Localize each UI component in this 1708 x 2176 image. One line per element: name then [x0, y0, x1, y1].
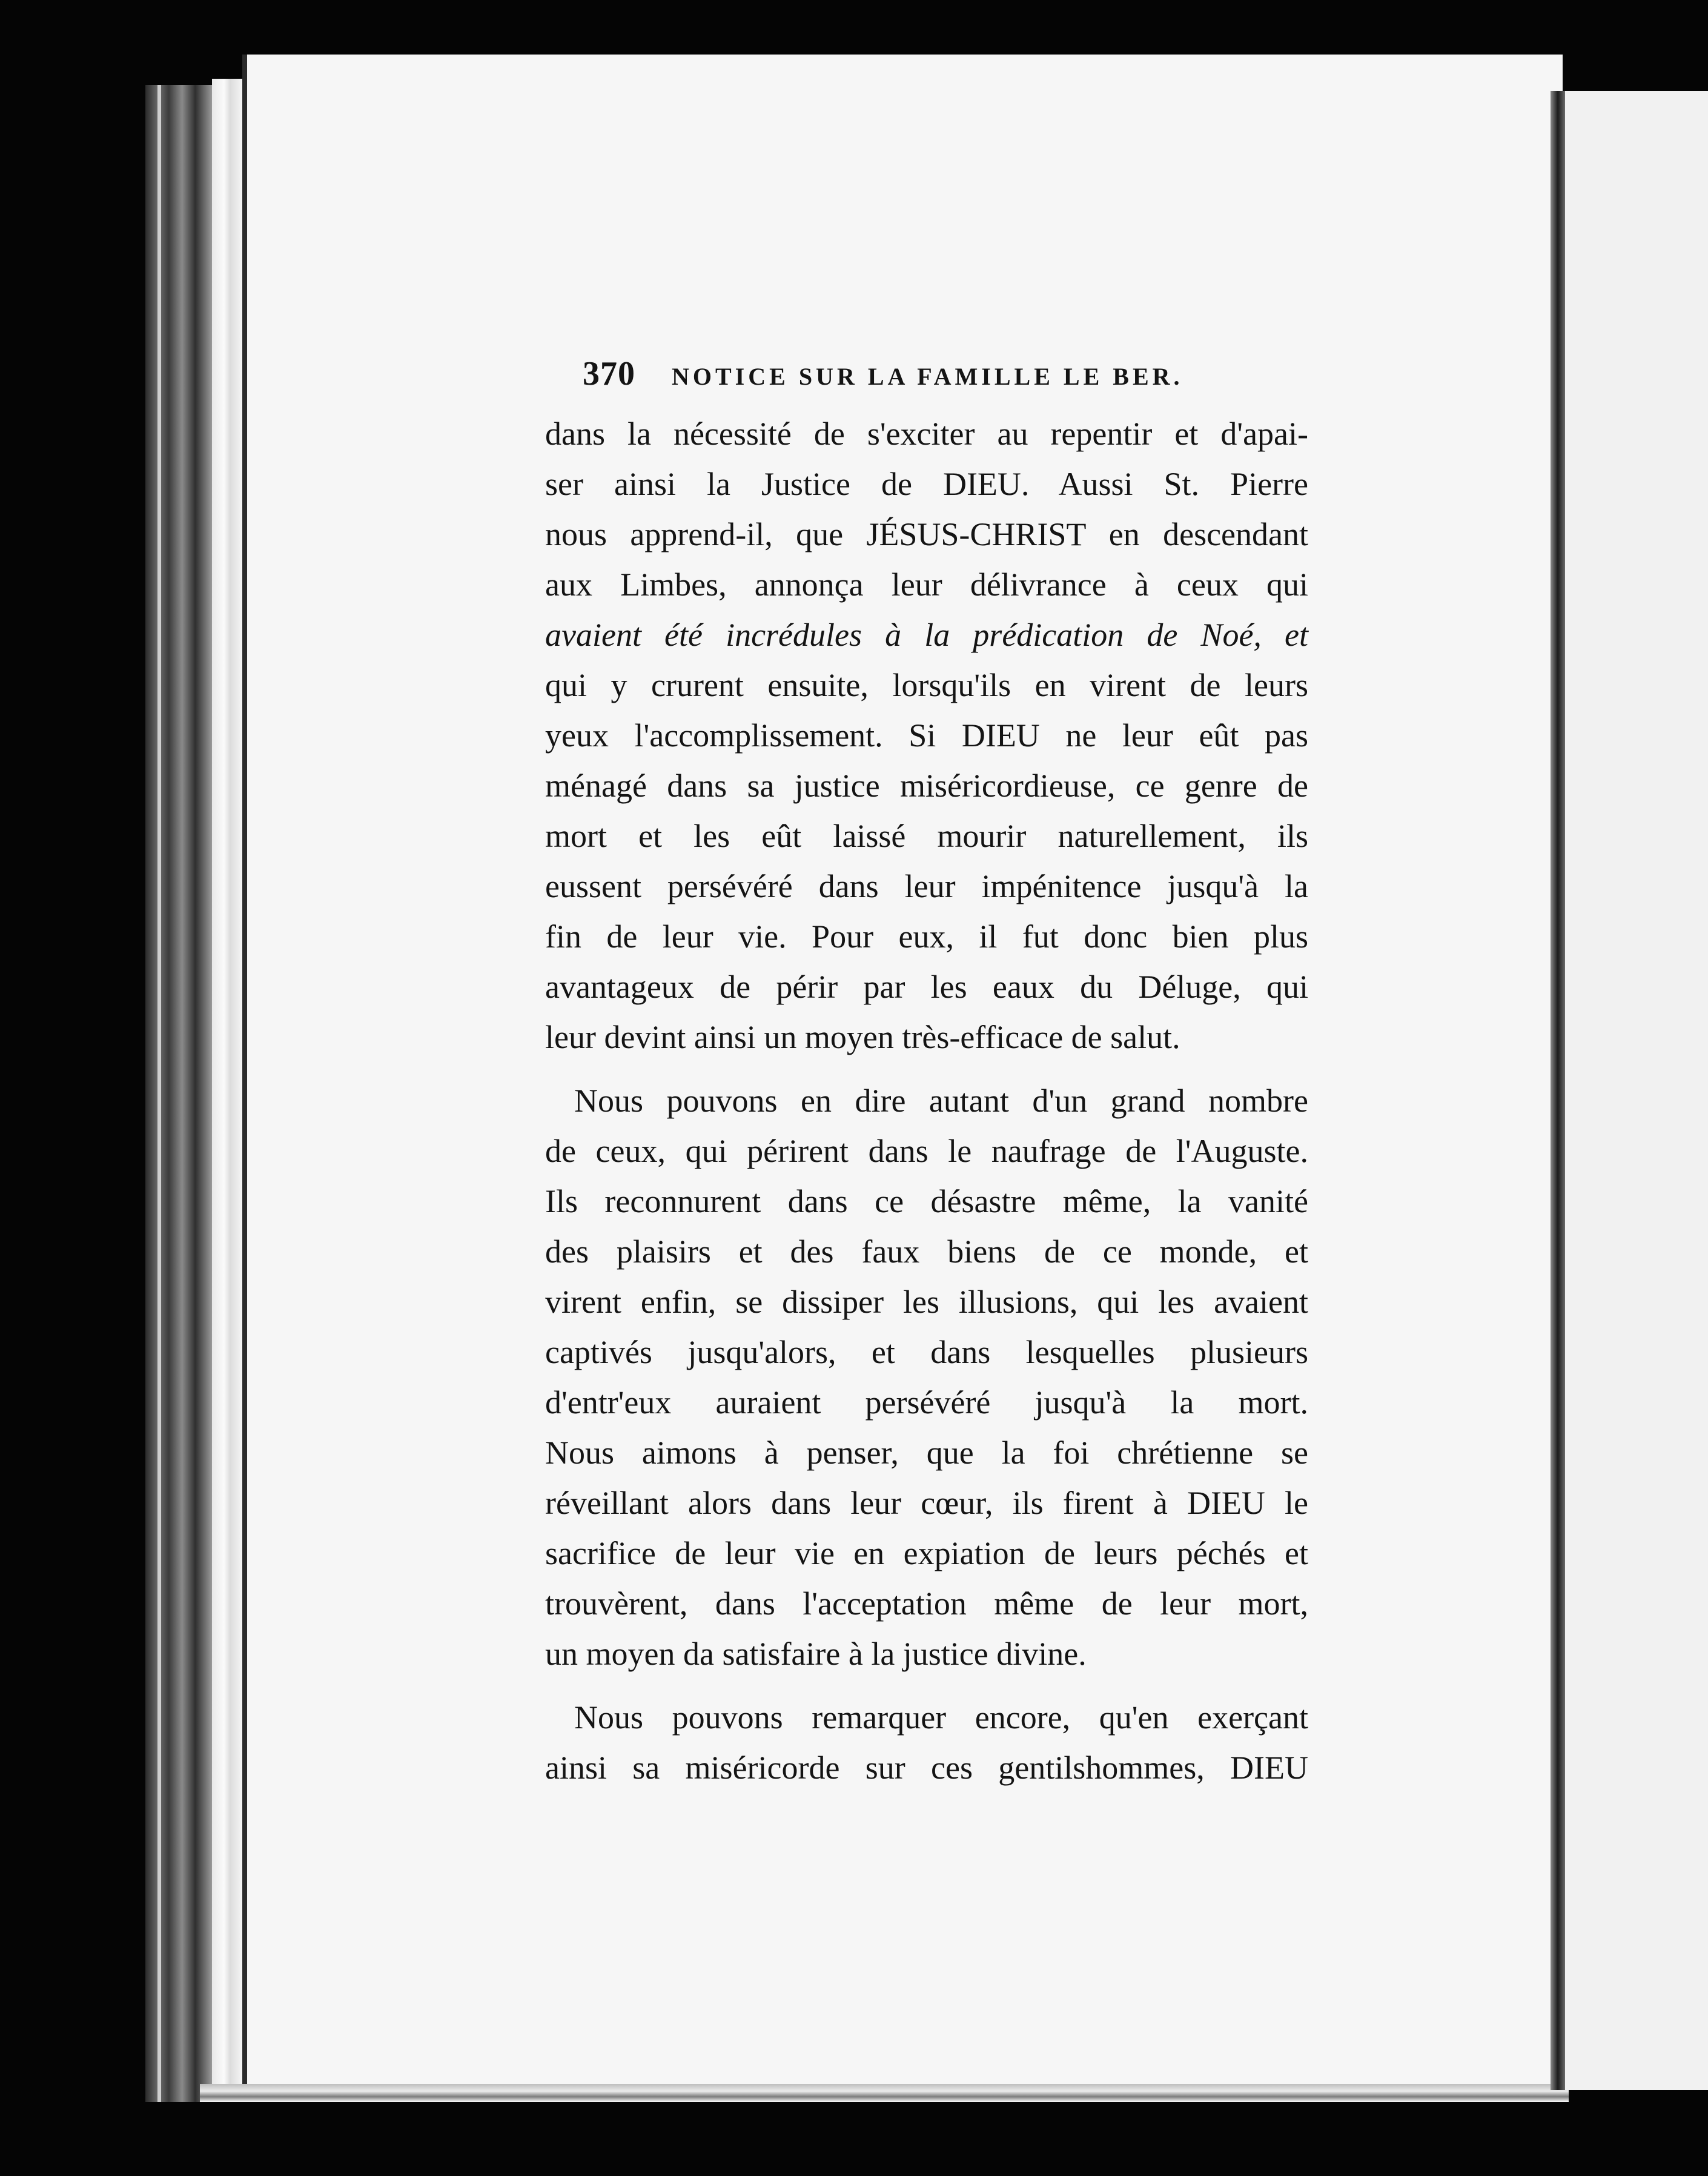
- text-line: nous apprend-il, que JÉSUS-CHRIST en descendant: [545, 516, 1308, 552]
- page-leaf-stack: [212, 79, 242, 2096]
- text-line: dans la nécessité de s'exciter au repentir et d'apai-: [545, 416, 1308, 452]
- text-line: Nous aimons à penser, que la foi chrétienne se: [545, 1435, 1308, 1471]
- text-line: qui y crurent ensuite, lorsqu'ils en virent de leurs: [545, 667, 1308, 703]
- text-line: réveillant alors dans leur cœur, ils firent à DIEU le: [545, 1485, 1308, 1521]
- page-bottom-edge: [200, 2084, 1569, 2102]
- facing-page-edge: [1565, 91, 1708, 2090]
- text-line: mort et les eût laissé mourir naturellement, ils: [545, 818, 1308, 854]
- page-text-block: [545, 354, 1308, 1793]
- text-line: un moyen da satisfaire à la justice divine.: [545, 1636, 1087, 1672]
- running-title: NOTICE SUR LA FAMILLE LE BER.: [672, 363, 1183, 390]
- text-line: aux Limbes, annonça leur délivrance à ceux qui: [545, 566, 1308, 603]
- text-line: captivés jusqu'alors, et dans lesquelles plusieurs: [545, 1334, 1308, 1370]
- paragraph: [545, 409, 1308, 1063]
- text-line: ainsi sa miséricorde sur ces gentilshommes, DIEU: [545, 1750, 1308, 1786]
- text-line: fin de leur vie. Pour eux, il fut donc bien plus: [545, 918, 1308, 955]
- text-line: Ils reconnurent dans ce désastre même, la vanité: [545, 1183, 1308, 1219]
- text-line: de ceux, qui périrent dans le naufrage de l'Auguste.: [545, 1133, 1308, 1169]
- text-line: Nous pouvons en dire autant d'un grand nombre: [574, 1083, 1308, 1119]
- text-line: yeux l'accomplissement. Si DIEU ne leur eût pas: [545, 717, 1308, 754]
- text-line: ménagé dans sa justice miséricordieuse, ce genre de: [545, 768, 1308, 804]
- text-line: des plaisirs et des faux biens de ce monde, et: [545, 1233, 1308, 1270]
- text-line: sacrifice de leur vie en expiation de leurs péchés et: [545, 1535, 1308, 1571]
- paragraph: [545, 1076, 1308, 1679]
- text-line: avantageux de périr par les eaux du Déluge, qui: [545, 969, 1308, 1005]
- text-line: ser ainsi la Justice de DIEU. Aussi St. Pierre: [545, 466, 1308, 502]
- text-line: d'entr'eux auraient persévéré jusqu'à la mort.: [545, 1384, 1308, 1421]
- book-gutter: [1551, 91, 1565, 2090]
- page-number: 370: [583, 355, 635, 393]
- text-line: avaient été incrédules à la prédication de Noé, et: [545, 617, 1308, 653]
- running-head: [583, 354, 1308, 409]
- text-line: virent enfin, se dissiper les illusions, qui les avaient: [545, 1284, 1308, 1320]
- book-spine-edge: [145, 85, 212, 2102]
- text-line: eussent persévéré dans leur impénitence jusqu'à la: [545, 868, 1308, 904]
- text-line: trouvèrent, dans l'acceptation même de leur mort,: [545, 1585, 1308, 1622]
- text-line: Nous pouvons remarquer encore, qu'en exerçant: [574, 1699, 1308, 1736]
- text-line: leur devint ainsi un moyen très-efficace de salut.: [545, 1019, 1180, 1055]
- paragraph: [545, 1693, 1308, 1793]
